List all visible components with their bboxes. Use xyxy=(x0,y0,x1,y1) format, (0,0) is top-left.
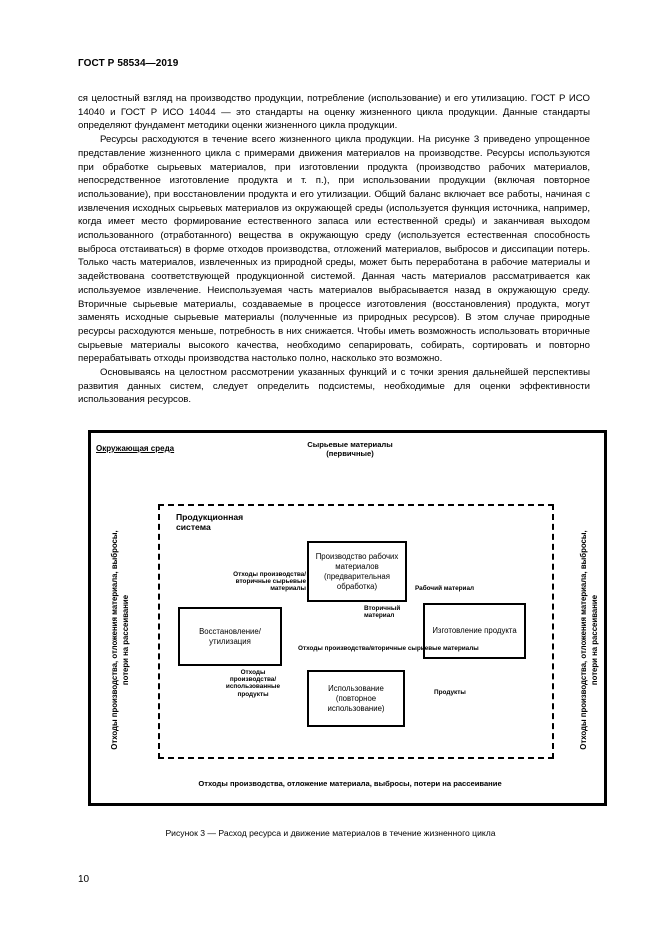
paragraph: ся целостный взгляд на производство продукции, потребление (использование) и его утилизацию. ГОСТ Р ИСО 14040 и ГОСТ Р ИСО 14044 — это стандарты на оценку жизненного цикла продукции. Данные стандарты определяют фундамент методики оценки жизненного цикла продукции. xyxy=(78,93,590,132)
label-waste-secondary-2: Отходы производства/вторичные сырьевые материалы xyxy=(298,645,479,652)
box-recovery xyxy=(178,607,282,666)
box-working-materials xyxy=(307,541,407,602)
bottom-waste-label: Отходы производства, отложение материала, выбросы, потери на рассеивание xyxy=(198,779,502,788)
production-system-label xyxy=(176,512,243,532)
body-text xyxy=(78,92,590,407)
label-waste-secondary: Отходы производства/ вторичные сырьевые материалы xyxy=(233,571,306,593)
production-system-line1: Продукционная xyxy=(176,512,244,522)
right-waste-label xyxy=(577,510,617,770)
paragraph: Основываясь на целостном рассмотрении указанных функций и с точки зрения дальнейшей перспективы развития данных систем, следует определить подсистемы, необходимые для оценки эффективности использования ресурсов. xyxy=(78,367,590,406)
document-header: ГОСТ Р 58534—2019 xyxy=(78,58,179,69)
label-products: Продукты xyxy=(434,689,466,696)
right-waste-line1: Отходы производства, отложения материала, выбросы, xyxy=(579,530,588,750)
raw-materials-line1: Сырьевые материалы xyxy=(307,440,393,449)
production-system-line2: система xyxy=(176,522,211,532)
right-waste-line2: потери на рассеивание xyxy=(590,594,599,686)
figure-caption: Рисунок 3 — Расход ресурса и движение материалов в течение жизненного цикла xyxy=(165,828,496,838)
box-usage xyxy=(307,670,405,727)
left-waste-label xyxy=(108,510,148,770)
page-number: 10 xyxy=(78,874,90,885)
left-waste-line1: Отходы производства, отложения материала, выбросы, xyxy=(110,530,119,750)
label-waste-used: Отходы производства/ использованные продукты xyxy=(225,669,281,698)
raw-materials-label xyxy=(300,441,400,458)
box-manufacturing-text: Изготовление продукта xyxy=(432,626,517,635)
label-secondary-material: Вторичный материал xyxy=(364,605,401,620)
label-working-material: Рабочий материал xyxy=(415,585,475,592)
box-usage-text: Использование (повторное использование) xyxy=(327,683,385,713)
raw-materials-line2: (первичные) xyxy=(326,448,374,458)
box-recovery-text: Восстановление/ утилизация xyxy=(199,626,261,646)
box-working-materials-text: Производство рабочих материалов (предварительная обработка) xyxy=(315,551,399,591)
paragraph: Ресурсы расходуются в течение всего жизненного цикла продукции. На рисунке 3 приведено упрощенное представление жизненного цикла с примерами движения материалов на производстве. Ресурсы используются при обработке сырьевых материалов, при изготовлении продукта (производство рабочих материалов, непосредственное изготовление продукта и т. п.), при использовании продукции (включая повторное использование), при восстановлении продукта и его утилизации. Общий баланс включает все работы, начиная с извлечения исходных сырьевых материалов из окружающей среды (используется функция источника, например, когда имеет место формирование естественного запаса или естественной среды) и заканчивая выходом использованного (отработанного) вещества в окружающую среду (используется естественная способность выброса отстаиваться) в форме отходов производства, отложений материалов, выбросов и диссипации потерь. Только часть материалов, извлеченных из природной среды, может быть переработана в рабочие материалы и задействована соответствующей продукционной системой. Данная часть материалов рассматривается как используемое извлечение. Неиспользуемая часть материалов выбрасывается назад в окружающую среду. Вторичные сырьевые материалы, создаваемые в процессе изготовления (восстановления) продукта, могут заменять исходные сырьевые материалы (полученные из природных ресурсов). В этом случае природные ресурсы расходуются меньше, потребность в них снижается. Чтобы иметь возможность использовать вторичные сырьевые материалы высокого качества, необходимо сепарировать, собирать, сортировать и повторно перерабатывать отходы производства настолько полно, насколько это возможно. xyxy=(78,134,590,365)
environment-label: Окружающая среда xyxy=(96,444,175,453)
left-waste-line2: потери на рассеивание xyxy=(121,594,130,686)
